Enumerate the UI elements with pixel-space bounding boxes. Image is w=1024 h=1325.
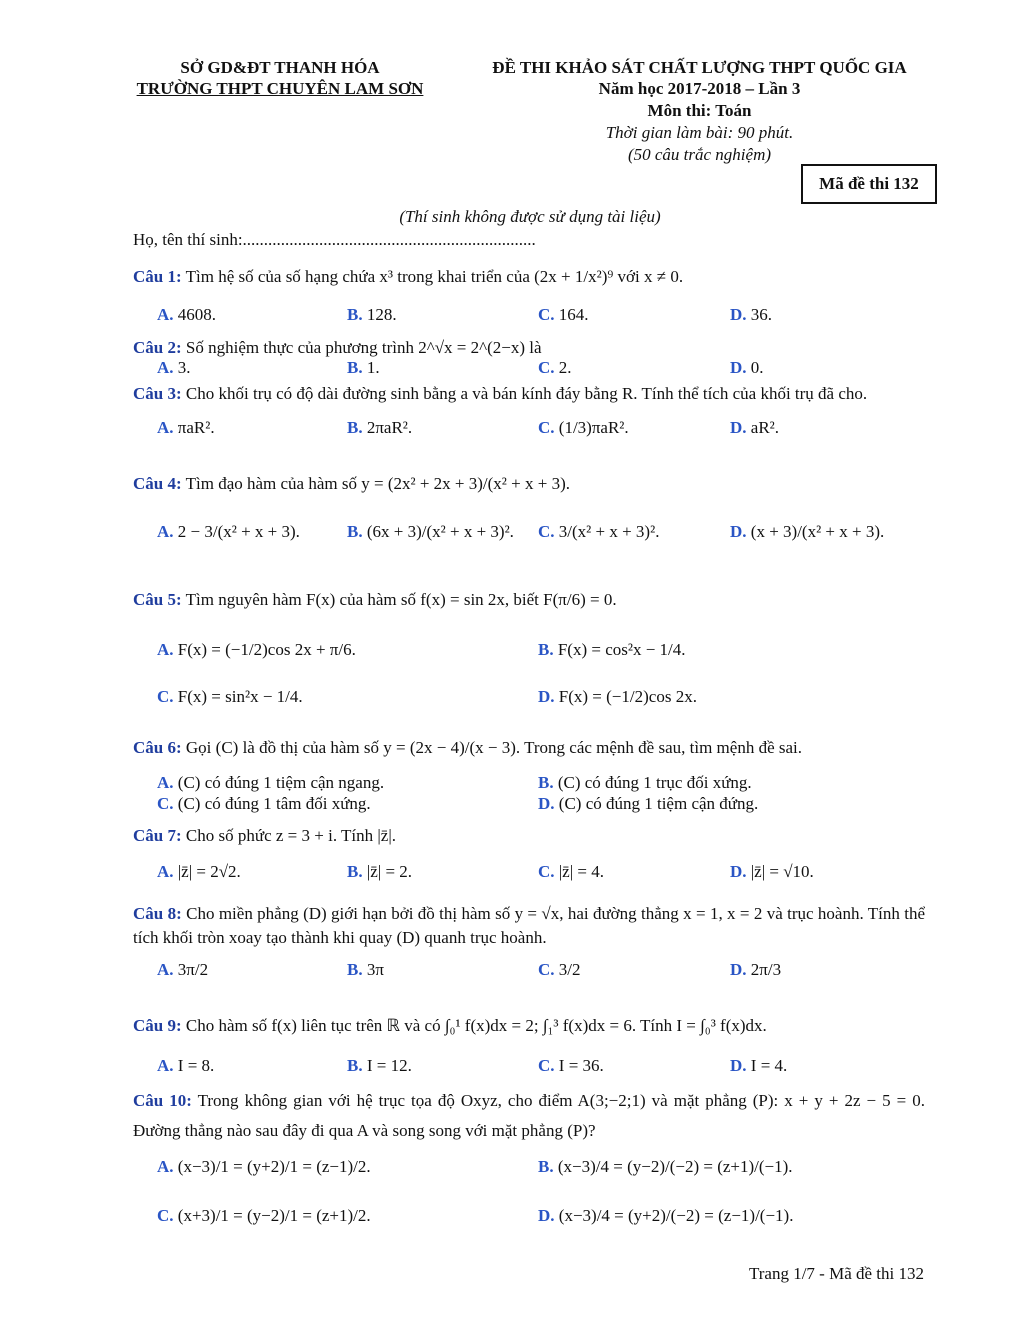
- option-letter: A.: [157, 418, 178, 437]
- question-text: Tìm đạo hàm của hàm số y = (2x² + 2x + 3)/(x² + x + 3).: [185, 474, 570, 493]
- option-text: 4608.: [177, 305, 217, 324]
- option-letter: B.: [347, 1056, 367, 1075]
- option-text: 2.: [558, 358, 572, 377]
- option-letter: A.: [157, 640, 178, 659]
- q3-option-d: [730, 418, 779, 438]
- option-text: πaR².: [177, 418, 215, 437]
- option-letter: B.: [347, 358, 367, 377]
- question-4: [133, 474, 570, 494]
- option-text: (x+3)/1 = (y−2)/1 = (z+1)/2.: [177, 1206, 371, 1225]
- option-letter: C.: [157, 687, 178, 706]
- question-label: Câu 3:: [133, 384, 182, 403]
- exam-time: Thời gian làm bài: 90 phút.: [605, 123, 794, 142]
- option-letter: D.: [730, 358, 751, 377]
- option-text: (x + 3)/(x² + x + 3).: [750, 522, 885, 541]
- q7-option-b: [347, 862, 412, 882]
- option-letter: D.: [730, 1056, 751, 1075]
- question-5: [133, 590, 617, 610]
- option-letter: C.: [538, 1056, 559, 1075]
- q6-option-c: [157, 794, 371, 814]
- q5-option-d: [538, 687, 697, 707]
- question-text: Trong không gian với hệ trục tọa độ Oxyz, cho điểm A(3;−2;1) và mặt phẳng (P): x + y + 2z − 5 = 0. Đường thẳng nào sau đây đi qua A và song song với mặt phẳng (P)?: [133, 1091, 925, 1140]
- option-text: 128.: [366, 305, 397, 324]
- q3-option-a: [157, 418, 215, 438]
- question-3: [133, 384, 867, 404]
- option-letter: A.: [157, 1056, 178, 1075]
- option-text: (C) có đúng 1 tâm đối xứng.: [177, 794, 371, 813]
- q2-option-c: [538, 358, 572, 378]
- option-letter: A.: [157, 862, 178, 881]
- option-text: F(x) = (−1/2)cos 2x + π/6.: [177, 640, 356, 659]
- exam-note: (Thí sinh không được sử dụng tài liệu): [399, 207, 661, 226]
- q10-option-b: [538, 1157, 793, 1177]
- question-label: Câu 2:: [133, 338, 182, 357]
- q2-option-a: [157, 358, 191, 378]
- option-letter: A.: [157, 305, 178, 324]
- option-letter: D.: [538, 1206, 559, 1225]
- question-text: Tìm hệ số của số hạng chứa x³ trong khai triển của (2x + 1/x²)⁹ với x ≠ 0.: [185, 267, 684, 286]
- question-8: [133, 902, 925, 950]
- page-footer: Trang 1/7 - Mã đề thi 132: [748, 1264, 924, 1283]
- option-text: (x−3)/1 = (y+2)/1 = (z−1)/2.: [177, 1157, 371, 1176]
- option-letter: C.: [538, 862, 559, 881]
- q10-option-d: [538, 1206, 793, 1226]
- option-text: I = 8.: [177, 1056, 215, 1075]
- q10-option-c: [157, 1206, 371, 1226]
- option-letter: B.: [347, 960, 367, 979]
- school-name: TRƯỜNG THPT CHUYÊN LAM SƠN: [136, 79, 424, 98]
- q9-option-c: [538, 1056, 604, 1076]
- candidate-name-field: Họ, tên thí sinh:.....................................................................: [133, 230, 536, 249]
- option-text: (x−3)/4 = (y+2)/(−2) = (z−1)/(−1).: [558, 1206, 794, 1225]
- option-letter: B.: [347, 418, 367, 437]
- question-label: Câu 1:: [133, 267, 182, 286]
- option-letter: B.: [538, 1157, 558, 1176]
- question-9: [133, 1016, 767, 1036]
- option-text: 3π: [366, 960, 384, 979]
- option-letter: C.: [538, 358, 559, 377]
- option-letter: B.: [538, 773, 558, 792]
- option-letter: C.: [157, 794, 178, 813]
- q3-option-c: [538, 418, 629, 438]
- question-text: Số nghiệm thực của phương trình 2^√x = 2^(2−x) là: [185, 338, 542, 357]
- question-label: Câu 7:: [133, 826, 182, 845]
- q7-option-a: [157, 862, 241, 882]
- option-letter: A.: [157, 773, 178, 792]
- question-label: Câu 8:: [133, 904, 182, 923]
- question-1: [133, 267, 683, 287]
- option-letter: A.: [157, 960, 178, 979]
- question-text: Cho khối trụ có độ dài đường sinh bằng a và bán kính đáy bằng R. Tính thể tích của khối trụ đã cho.: [185, 384, 868, 403]
- option-letter: C.: [157, 1206, 178, 1225]
- q4-option-b: [347, 522, 514, 542]
- option-letter: C.: [538, 305, 559, 324]
- q5-option-c: [157, 687, 303, 707]
- option-text: I = 36.: [558, 1056, 604, 1075]
- option-letter: C.: [538, 522, 559, 541]
- subject: Môn thi: Toán: [647, 101, 752, 120]
- exam-code: Mã đề thi 132: [819, 174, 919, 193]
- option-text: I = 12.: [366, 1056, 412, 1075]
- question-label: Câu 10:: [133, 1091, 192, 1110]
- q10-option-a: [157, 1157, 371, 1177]
- dept-name: SỞ GD&ĐT THANH HÓA: [180, 58, 380, 77]
- question-label: Câu 9:: [133, 1016, 182, 1035]
- q6-option-a: [157, 773, 384, 793]
- q8-option-c: [538, 960, 581, 980]
- option-text: I = 4.: [750, 1056, 788, 1075]
- option-letter: D.: [538, 794, 559, 813]
- option-text: 164.: [558, 305, 589, 324]
- option-text: 3π/2: [177, 960, 209, 979]
- option-letter: D.: [730, 862, 751, 881]
- option-text: (C) có đúng 1 tiệm cận đứng.: [558, 794, 759, 813]
- q9-option-d: [730, 1056, 787, 1076]
- option-letter: D.: [730, 522, 751, 541]
- q1-option-c: [538, 305, 589, 325]
- option-letter: C.: [538, 418, 559, 437]
- option-letter: B.: [347, 862, 367, 881]
- q1-option-a: [157, 305, 216, 325]
- option-text: 2πaR².: [366, 418, 413, 437]
- option-text: |z̄| = √10.: [750, 862, 814, 881]
- question-text: Cho hàm số f(x) liên tục trên ℝ và có ∫₀¹ f(x)dx = 2; ∫₁³ f(x)dx = 6. Tính I = ∫₀³ f(x)dx.: [185, 1016, 767, 1035]
- q8-option-b: [347, 960, 384, 980]
- q2-option-b: [347, 358, 380, 378]
- option-letter: A.: [157, 358, 178, 377]
- option-letter: D.: [730, 960, 751, 979]
- option-text: 3/2: [558, 960, 581, 979]
- option-text: 3.: [177, 358, 191, 377]
- question-count: (50 câu trắc nghiệm): [627, 145, 772, 164]
- exam-title: ĐỀ THI KHẢO SÁT CHẤT LƯỢNG THPT QUỐC GIA: [492, 58, 907, 77]
- question-text: Tìm nguyên hàm F(x) của hàm số f(x) = sin 2x, biết F(π/6) = 0.: [185, 590, 617, 609]
- q7-option-d: [730, 862, 814, 882]
- q5-option-a: [157, 640, 356, 660]
- option-letter: A.: [157, 522, 178, 541]
- question-text: Cho miền phẳng (D) giới hạn bởi đồ thị hàm số y = √x, hai đường thẳng x = 1, x = 2 và trục hoành. Tính thể tích khối tròn xoay tạo thành khi quay (D) quanh trục hoành.: [133, 904, 925, 947]
- option-text: |z̄| = 2√2.: [177, 862, 241, 881]
- option-text: (C) có đúng 1 tiệm cận ngang.: [177, 773, 385, 792]
- q8-option-d: [730, 960, 781, 980]
- option-text: 2π/3: [750, 960, 782, 979]
- option-letter: C.: [538, 960, 559, 979]
- option-text: 2 − 3/(x² + x + 3).: [177, 522, 300, 541]
- question-7: [133, 826, 396, 846]
- option-letter: A.: [157, 1157, 178, 1176]
- q5-option-b: [538, 640, 686, 660]
- question-6: [133, 738, 802, 758]
- option-text: 3/(x² + x + 3)².: [558, 522, 660, 541]
- option-letter: D.: [730, 418, 751, 437]
- q1-option-d: [730, 305, 772, 325]
- option-letter: B.: [538, 640, 558, 659]
- q9-option-b: [347, 1056, 412, 1076]
- option-text: F(x) = sin²x − 1/4.: [177, 687, 303, 706]
- q3-option-b: [347, 418, 412, 438]
- option-text: (6x + 3)/(x² + x + 3)².: [366, 522, 514, 541]
- question-10: [133, 1086, 925, 1146]
- q4-option-a: [157, 522, 300, 542]
- option-text: (C) có đúng 1 trục đối xứng.: [557, 773, 752, 792]
- q8-option-a: [157, 960, 208, 980]
- option-text: (1/3)πaR².: [558, 418, 629, 437]
- option-text: 36.: [750, 305, 773, 324]
- option-text: (x−3)/4 = (y−2)/(−2) = (z+1)/(−1).: [557, 1157, 793, 1176]
- question-label: Câu 4:: [133, 474, 182, 493]
- option-text: F(x) = cos²x − 1/4.: [557, 640, 686, 659]
- option-text: aR².: [750, 418, 780, 437]
- school-year: Năm học 2017-2018 – Lần 3: [598, 79, 801, 98]
- option-letter: D.: [538, 687, 559, 706]
- question-text: Gọi (C) là đồ thị của hàm số y = (2x − 4)/(x − 3). Trong các mệnh đề sau, tìm mệnh đề sai.: [185, 738, 803, 757]
- option-letter: B.: [347, 522, 367, 541]
- q4-option-d: [730, 522, 884, 542]
- option-letter: D.: [730, 305, 751, 324]
- exam-code-box: [801, 164, 937, 204]
- q4-option-c: [538, 522, 659, 542]
- q9-option-a: [157, 1056, 214, 1076]
- option-text: |z̄| = 2.: [366, 862, 413, 881]
- q6-option-d: [538, 794, 758, 814]
- question-2: [133, 338, 542, 358]
- option-text: 1.: [366, 358, 380, 377]
- q7-option-c: [538, 862, 604, 882]
- q2-option-d: [730, 358, 764, 378]
- option-letter: B.: [347, 305, 367, 324]
- option-text: F(x) = (−1/2)cos 2x.: [558, 687, 697, 706]
- option-text: 0.: [750, 358, 764, 377]
- question-label: Câu 6:: [133, 738, 182, 757]
- question-label: Câu 5:: [133, 590, 182, 609]
- q6-option-b: [538, 773, 752, 793]
- question-text: Cho số phức z = 3 + i. Tính |z̄|.: [185, 826, 396, 845]
- option-text: |z̄| = 4.: [558, 862, 604, 881]
- q1-option-b: [347, 305, 397, 325]
